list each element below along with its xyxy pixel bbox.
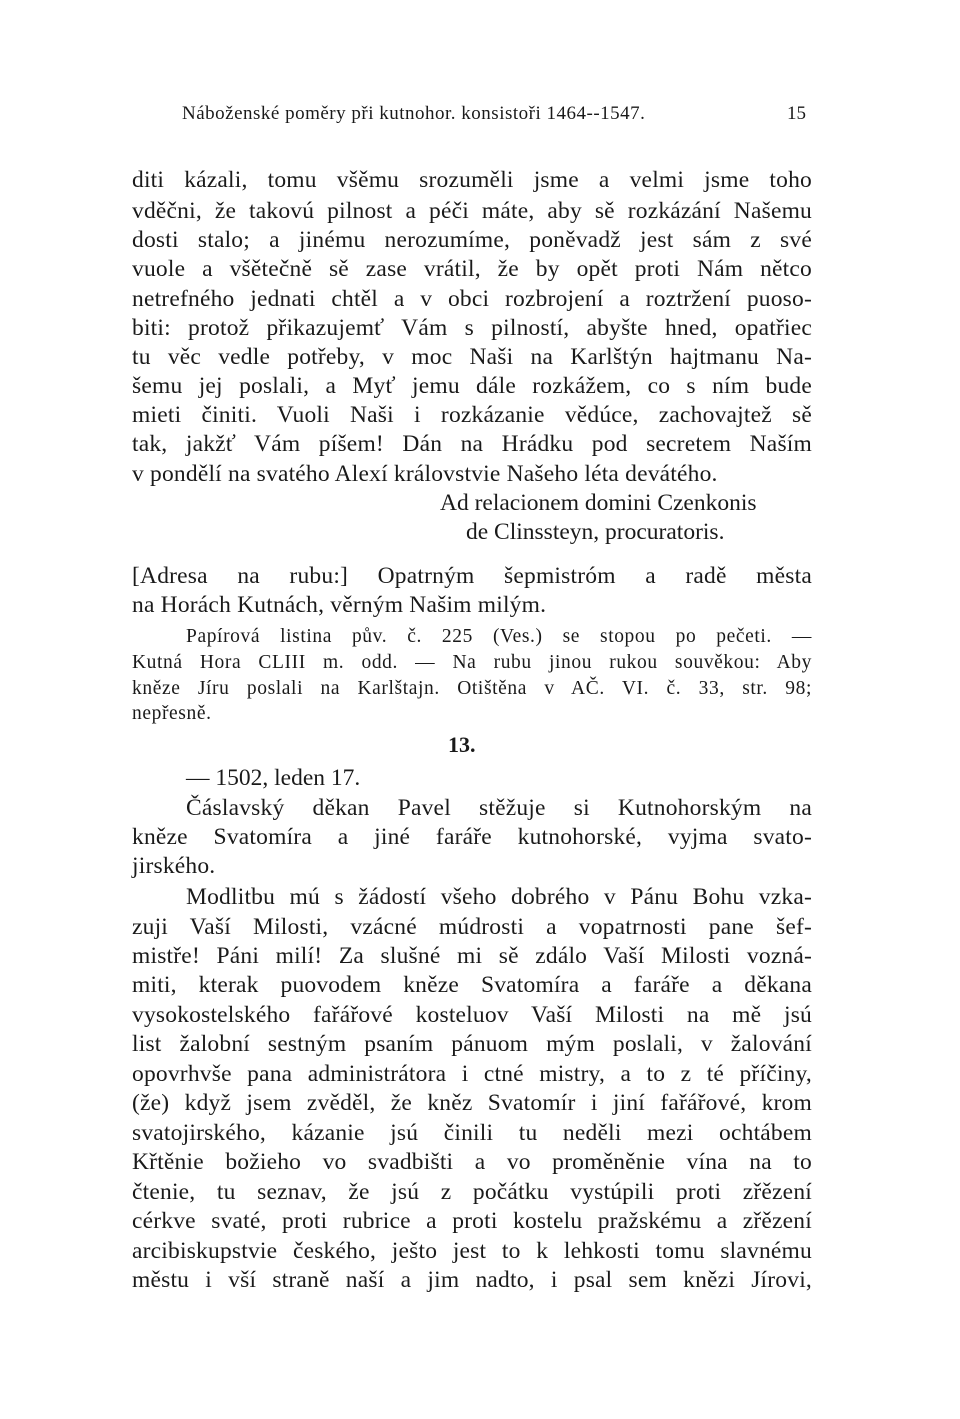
text-line: dosti stalo; a jinému nerozumíme, poněvadž jest sám z své — [132, 227, 812, 253]
body-line: arcibiskupstvie českého, ješto jest to k lehkosti tomu slavnému — [132, 1238, 812, 1264]
document-number: 13. — [448, 732, 476, 757]
relation-line: Ad relacionem domini Czenkonis — [440, 490, 757, 516]
source-note-line: kněze Jíru poslali na Karlštajn. Otištěna v AČ. VI. č. 33, str. 98; — [132, 678, 812, 699]
summary-line: jirského. — [132, 853, 216, 879]
source-note-line: Kutná Hora CLIII m. odd. — Na rubu jinou rukou souvěkou: Aby — [132, 652, 812, 673]
body-line: městu i vší straně naší a jim nadto, i psal sem knězi Jírovi, — [132, 1267, 812, 1293]
summary-line: Čáslavský děkan Pavel stěžuje si Kutnohorským na — [186, 795, 812, 821]
text-line: v pondělí na svatého Alexí královstvie Našeho léta devátého. — [132, 461, 718, 487]
text-line: vděčni, že takovú pilnost a péči máte, aby sě rozkázání Našemu — [132, 198, 812, 224]
body-line: Modlitbu mú s žádostí všeho dobrého v Pánu Bohu vzka- — [186, 884, 812, 910]
body-line: mistře! Páni milí! Za slušné mi sě zdálo Vaší Milosti vozná- — [132, 943, 812, 969]
text-line: diti kázali, tomu všěmu srozuměli jsme a velmi jsme toho — [132, 167, 812, 193]
body-line: svatojirského, kázanie jsú činili tu neděli mezi ochtábem — [132, 1120, 812, 1146]
address-line: [Adresa na rubu:] Opatrným šepmistróm a radě města — [132, 563, 812, 589]
body-line: miti, kterak puovodem kněze Svatomíra a faráře a děkana — [132, 972, 812, 998]
body-line: čtenie, tu seznav, že jsú z počátku vystúpili proti zřězení — [132, 1179, 812, 1205]
body-line: Křtěnie božieho vo svadbišti a vo proměněnie vína na to — [132, 1149, 812, 1175]
text-line: netrefného jednati chtěl a v obci rozbrojení a roztržení puoso- — [132, 286, 812, 312]
text-line: mieti činiti. Vuoli Naši i rozkázanie vědúce, zachovajtež sě — [132, 402, 812, 428]
relation-line: de Clinssteyn, procuratoris. — [466, 519, 725, 545]
source-note-line: Papírová listina pův. č. 225 (Ves.) se stopou po pečeti. — — [186, 626, 812, 647]
body-line: list žalobní sestným psaním pánuom mým poslali, v žalování — [132, 1031, 812, 1057]
running-header: Náboženské poměry při kutnohor. konsistoři 1464--1547. — [182, 103, 646, 124]
text-line: šemu jej poslali, a Myť jemu dále rozkážem, co s ním bude — [132, 373, 812, 399]
body-line: zuji Vaší Milosti, vzácné múdrosti a vopatrnosti pane šef- — [132, 914, 812, 940]
source-note-line: nepřesně. — [132, 703, 212, 724]
body-line: (že) když jsem zvěděl, že kněz Svatomír i jiní fařářové, krom — [132, 1090, 812, 1116]
text-line: tu věc vedle potřeby, v moc Naši na Karlštýn hajtmanu Na- — [132, 344, 812, 370]
body-line: vysokostelského fařářové kosteluov Vaší Milosti na mě jsú — [132, 1002, 812, 1028]
summary-line: kněze Svatomíra a jiné faráře kutnohorské, vyjma svato- — [132, 824, 812, 850]
text-line: tak, jakžť Vám píšem! Dán na Hrádku pod secretem Naším — [132, 431, 812, 457]
text-line: biti: protož přikazujemť Vám s pilností, abyšte hned, opatřiec — [132, 315, 812, 341]
document-date: — 1502, leden 17. — [186, 765, 361, 791]
address-line: na Horách Kutnách, věrným Našim milým. — [132, 592, 547, 618]
text-line: vuole a všětečně sě zase vrátil, že by opět proti Nám nětco — [132, 256, 812, 282]
page-number: 15 — [787, 103, 806, 124]
body-line: cérkve svaté, proti rubrice a proti kostelu pražskému a zřězení — [132, 1208, 812, 1234]
body-line: opovrhvše pana administrátora i ctné mistry, a to z té příčiny, — [132, 1061, 812, 1087]
